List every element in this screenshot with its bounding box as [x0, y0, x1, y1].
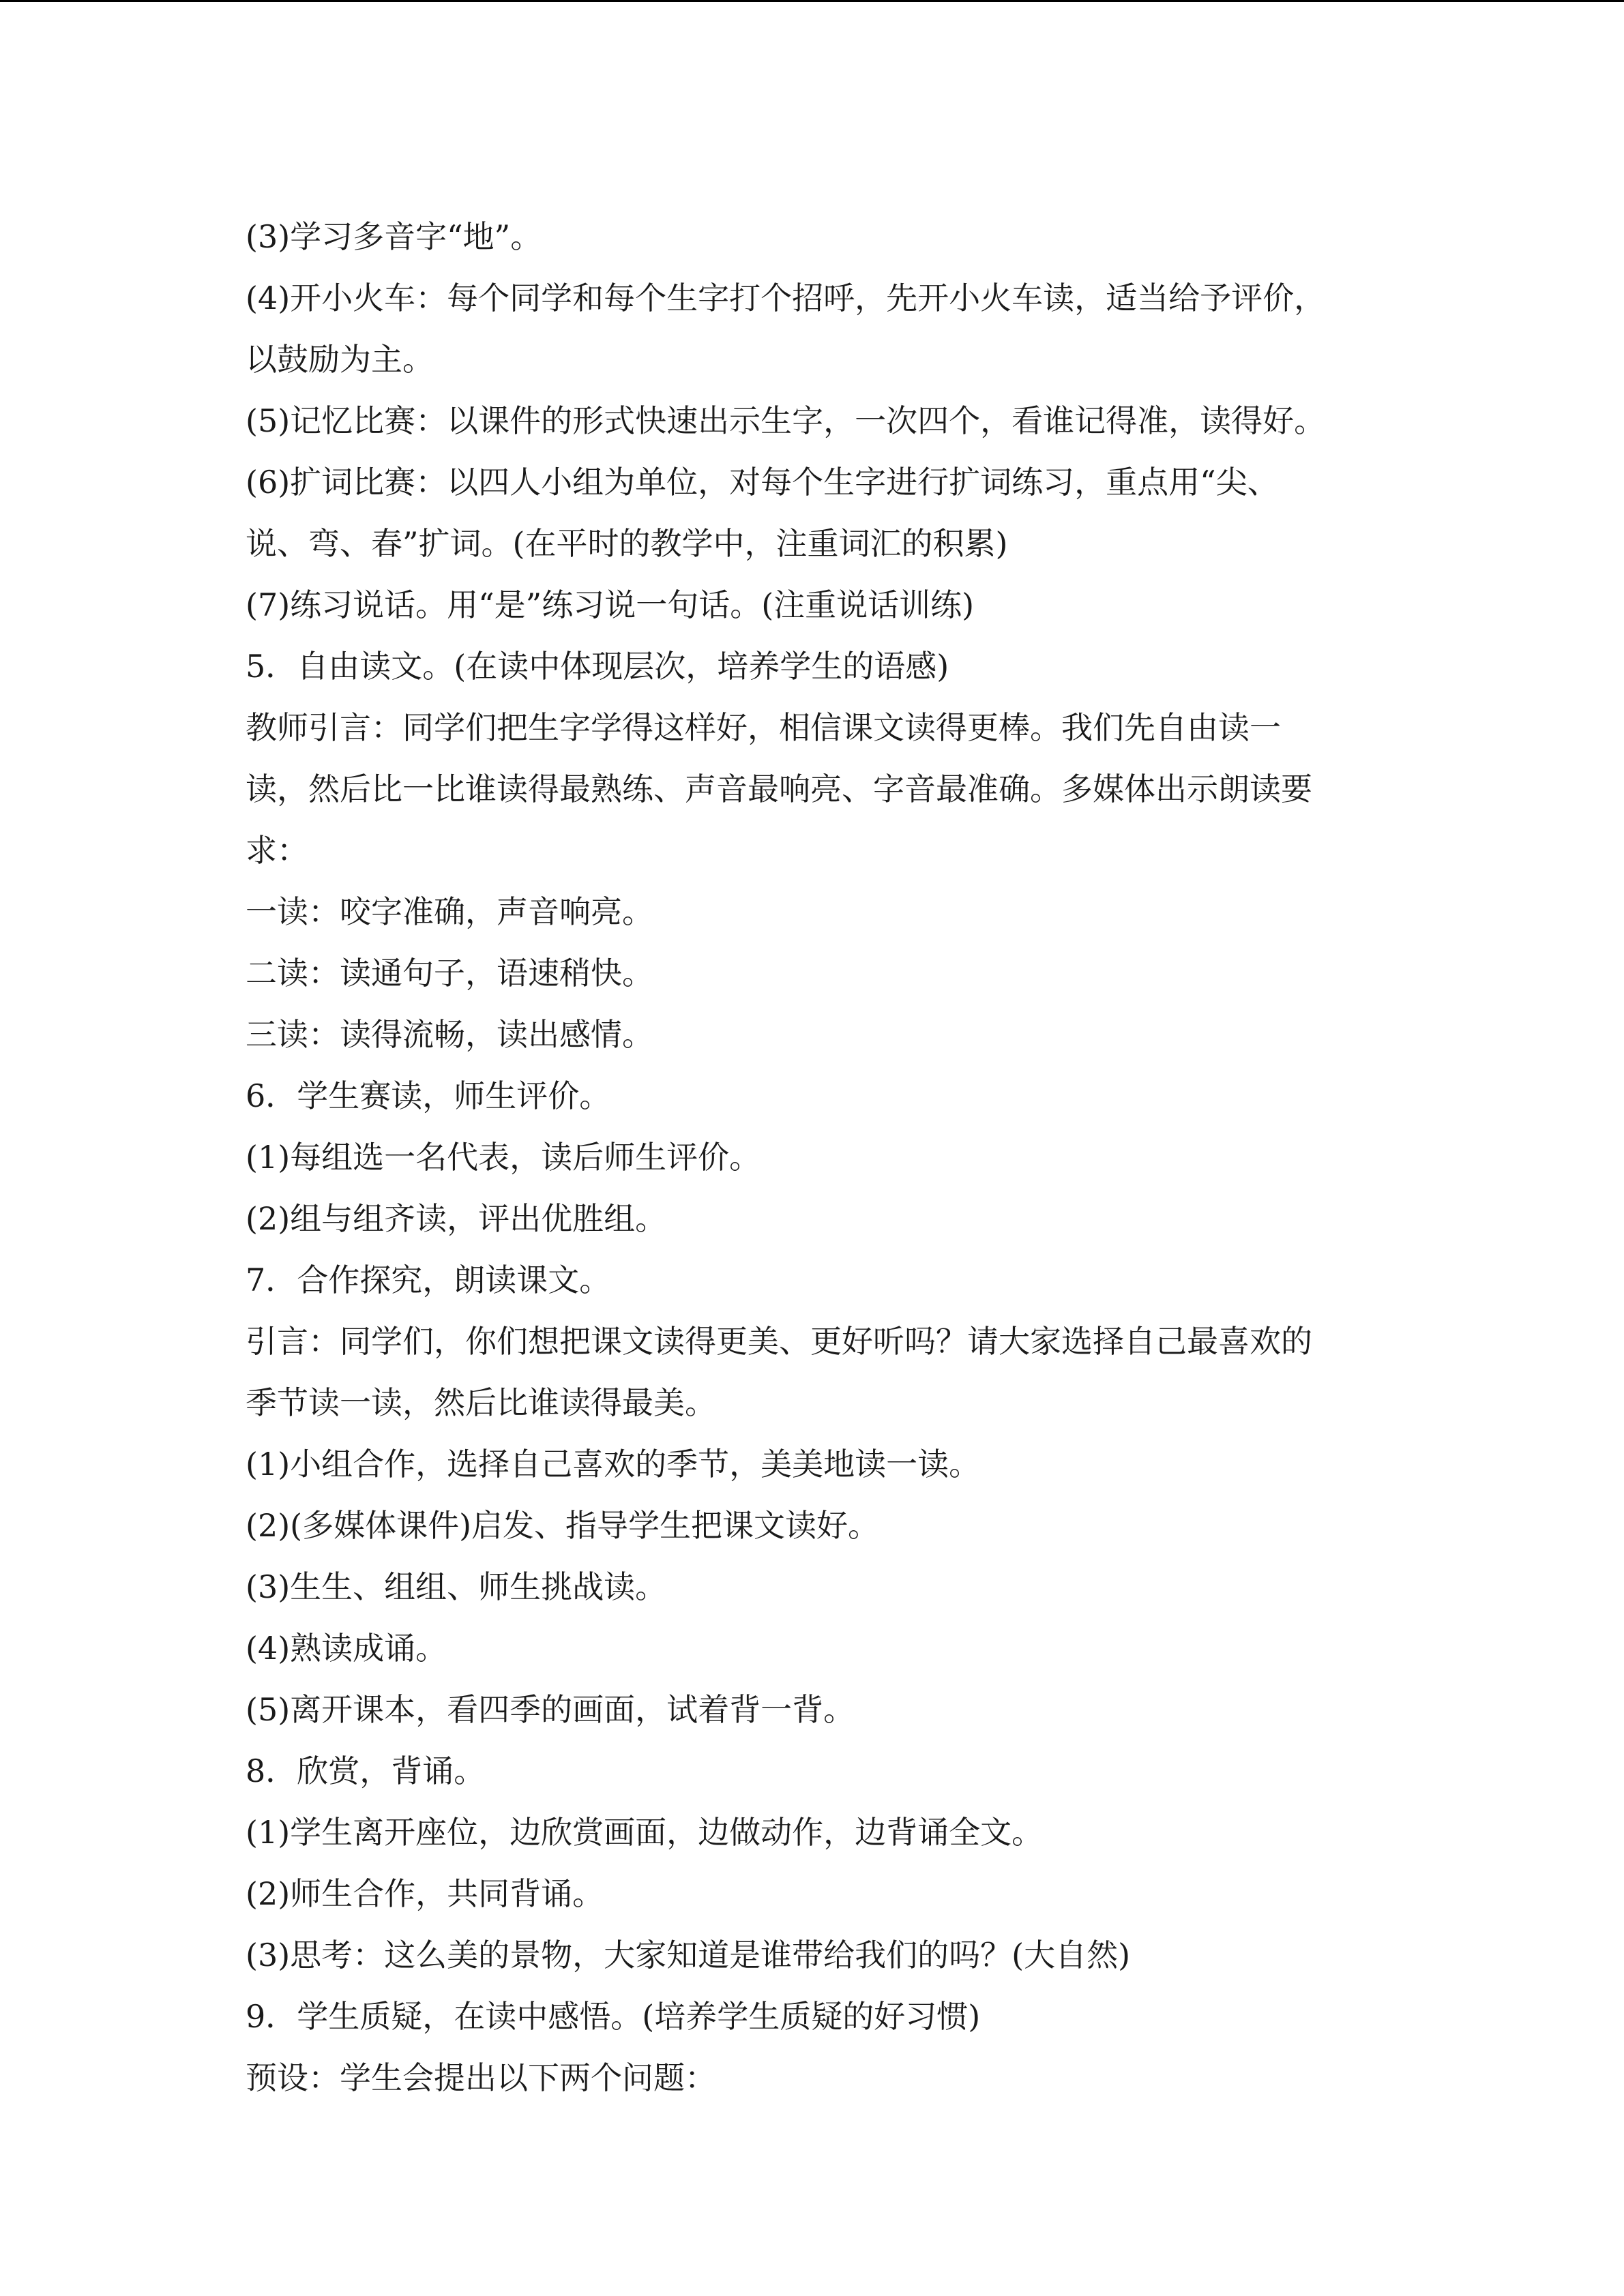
text-line: (2)(多媒体课件)启发、指导学生把课文读好。	[246, 1507, 880, 1544]
text-line: 求：	[246, 832, 308, 869]
text-line: 三读：读得流畅，读出感情。	[246, 1016, 653, 1053]
text-line: (5)离开课本，看四季的画面，试着背一背。	[246, 1691, 855, 1728]
section-heading: 8．欣赏，背诵。	[246, 1753, 486, 1789]
text-line: 以鼓励为主。	[246, 341, 434, 378]
text-line: 一读：咬字准确，声音响亮。	[246, 893, 653, 930]
text-line: (6)扩词比赛：以四人小组为单位，对每个生字进行扩词练习，重点用“尖、	[246, 464, 1279, 501]
text-line: 说、弯、春”扩词。(在平时的教学中，注重词汇的积累)	[246, 525, 1008, 562]
text-line: 读，然后比一比谁读得最熟练、声音最响亮、字音最准确。多媒体出示朗读要	[246, 771, 1312, 807]
text-line: (1)小组合作，选择自己喜欢的季节，美美地读一读。	[246, 1446, 981, 1482]
section-heading: 5．自由读文。(在读中体现层次，培养学生的语感)	[246, 648, 949, 685]
text-line: 教师引言：同学们把生字学得这样好，相信课文读得更棒。我们先自由读一	[246, 709, 1281, 746]
text-line: 预设：学生会提出以下两个问题：	[246, 2059, 716, 2096]
top-border-line	[0, 0, 1624, 2]
text-line: (2)师生合作，共同背诵。	[246, 1875, 604, 1912]
text-line: 引言：同学们，你们想把课文读得更美、更好听吗？请大家选择自己最喜欢的	[246, 1323, 1312, 1360]
text-line: (1)每组选一名代表，读后师生评价。	[246, 1139, 761, 1176]
text-line: (3)学习多音字“地”。	[246, 218, 542, 255]
text-line: (3)生生、组组、师生挑战读。	[246, 1568, 667, 1605]
section-heading: 6．学生赛读，师生评价。	[246, 1077, 611, 1114]
text-line: (7)练习说话。用“是”练习说一句话。(注重说话训练)	[246, 586, 975, 623]
text-line: (4)熟读成诵。	[246, 1630, 447, 1667]
text-line: (2)组与组齐读，评出优胜组。	[246, 1200, 667, 1237]
section-heading: 7．合作探究，朗读课文。	[246, 1262, 611, 1298]
section-heading: 9．学生质疑，在读中感悟。(培养学生质疑的好习惯)	[246, 1998, 981, 2035]
text-line: 二读：读通句子，语速稍快。	[246, 955, 653, 992]
text-line: 季节读一读，然后比谁读得最美。	[246, 1384, 716, 1421]
text-line: (3)思考：这么美的景物，大家知道是谁带给我们的吗？(大自然)	[246, 1937, 1131, 1973]
text-line: (4)开小火车：每个同学和每个生字打个招呼，先开小火车读，适当给予评价，	[246, 280, 1326, 316]
text-line: (1)学生离开座位，边欣赏画面，边做动作，边背诵全文。	[246, 1814, 1044, 1851]
document-body	[246, 206, 1378, 2108]
text-line: (5)记忆比赛：以课件的形式快速出示生字，一次四个，看谁记得准，读得好。	[246, 402, 1326, 439]
